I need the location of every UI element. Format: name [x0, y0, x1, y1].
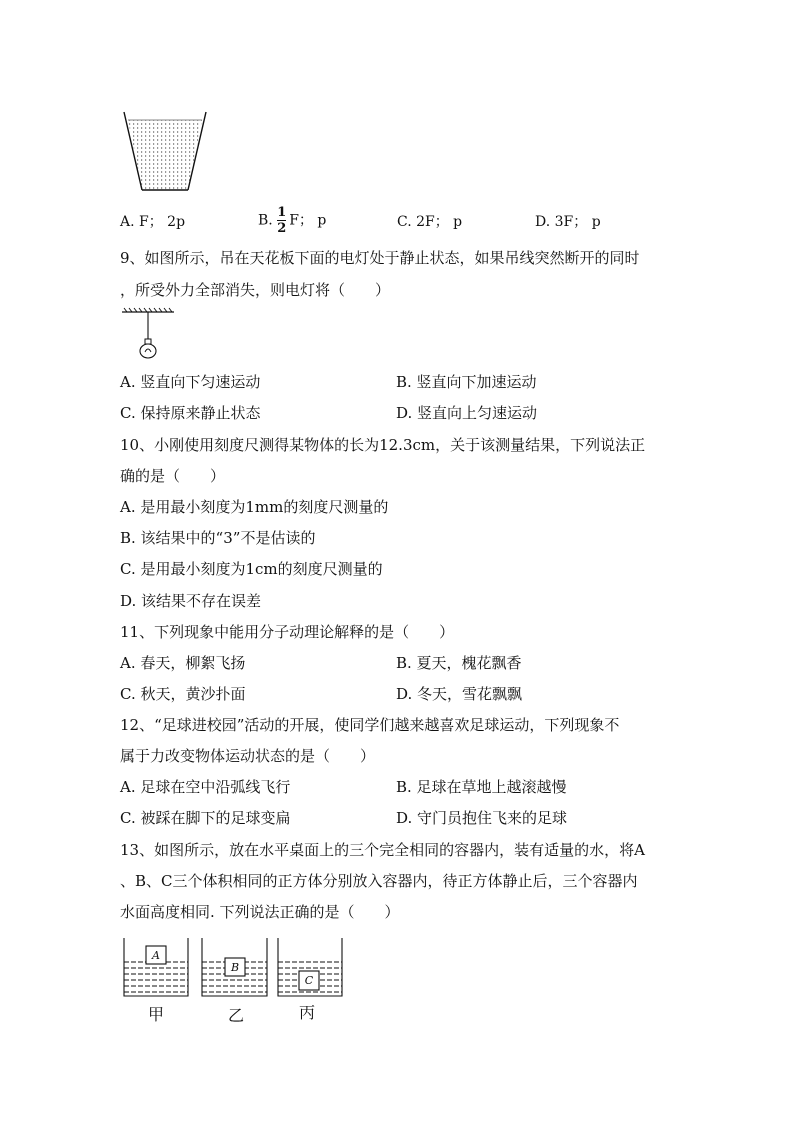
q9-option-a[interactable]: A. 竖直向下匀速运动: [120, 373, 261, 391]
q9-option-b[interactable]: B. 竖直向下加速运动: [396, 373, 537, 391]
q11-stem: 11、下列现象中能用分子动理论解释的是（ ）: [120, 623, 455, 641]
q8-option-d[interactable]: D. 3F； p: [535, 214, 601, 230]
q11-option-c[interactable]: C. 秋天，黄沙扑面: [120, 685, 246, 703]
q10-stem-line-2: 确的是（ ）: [120, 467, 226, 485]
cube-c-label: C: [304, 974, 314, 987]
q8-option-c[interactable]: C. 2F； p: [397, 214, 463, 230]
container-label-3: 丙: [299, 1003, 316, 1022]
q10-option-d[interactable]: D. 该结果不存在误差: [120, 592, 262, 610]
q13-stem-line-3: 水面高度相同. 下列说法正确的是（ ）: [120, 903, 400, 921]
q12-option-d[interactable]: D. 守门员抱住飞来的足球: [396, 809, 568, 827]
q8-option-b-text: F； p: [289, 212, 327, 229]
q12-stem-line-1: 12、“足球进校园”活动的开展，使同学们越来越喜欢足球运动，下列现象不: [120, 716, 620, 734]
q8-option-a[interactable]: A. F； 2p: [120, 214, 186, 230]
q9-stem-line-1: 9、如图所示，吊在天花板下面的电灯处于静止状态，如果吊线突然断开的同时: [120, 249, 640, 267]
q9-option-d[interactable]: D. 竖直向上匀速运动: [396, 404, 538, 422]
q13-stem-line-1: 13、如图所示，放在水平桌面上的三个完全相同的容器内，装有适量的水，将A: [120, 841, 645, 859]
q9-option-c[interactable]: C. 保持原来静止状态: [120, 404, 261, 422]
q12-option-a[interactable]: A. 足球在空中沿弧线飞行: [120, 778, 291, 796]
three-containers-figure: [122, 938, 344, 998]
q9-stem-line-2: ，所受外力全部消失，则电灯将（ ）: [120, 281, 391, 299]
container-figure: [124, 110, 206, 194]
q12-stem-line-2: 属于力改变物体运动状态的是（ ）: [120, 747, 376, 765]
q8-option-b[interactable]: [258, 206, 326, 235]
q12-option-c[interactable]: C. 被踩在脚下的足球变扁: [120, 809, 291, 827]
q13-stem-line-2: 、B、C三个体积相同的正方体分别放入容器内，待正方体静止后，三个容器内: [120, 872, 638, 890]
q10-stem-line-1: 10、小刚使用刻度尺测得某物体的长为12.3cm，关于该测量结果，下列说法正: [120, 436, 646, 454]
q11-option-a[interactable]: A. 春天，柳絮飞扬: [120, 654, 246, 672]
q8-option-b-prefix: B.: [258, 212, 273, 229]
q10-option-c[interactable]: C. 是用最小刻度为1cm的刻度尺测量的: [120, 560, 383, 578]
q11-option-d[interactable]: D. 冬天，雪花飘飘: [396, 685, 523, 703]
container-label-2: 乙: [228, 1006, 245, 1025]
q10-option-a[interactable]: A. 是用最小刻度为1mm的刻度尺测量的: [120, 498, 389, 516]
cube-a-label: A: [152, 949, 160, 962]
hanging-lamp-figure: [120, 308, 176, 362]
cube-b-label: B: [230, 961, 240, 974]
q11-option-b[interactable]: B. 夏天，槐花飘香: [396, 654, 522, 672]
container-label-1: 甲: [148, 1005, 165, 1024]
q10-option-b[interactable]: B. 该结果中的“3”不是估读的: [120, 529, 316, 547]
q12-option-b[interactable]: B. 足球在草地上越滚越慢: [396, 778, 567, 796]
fraction-half: $\frac{1}{2}$: [277, 205, 287, 236]
